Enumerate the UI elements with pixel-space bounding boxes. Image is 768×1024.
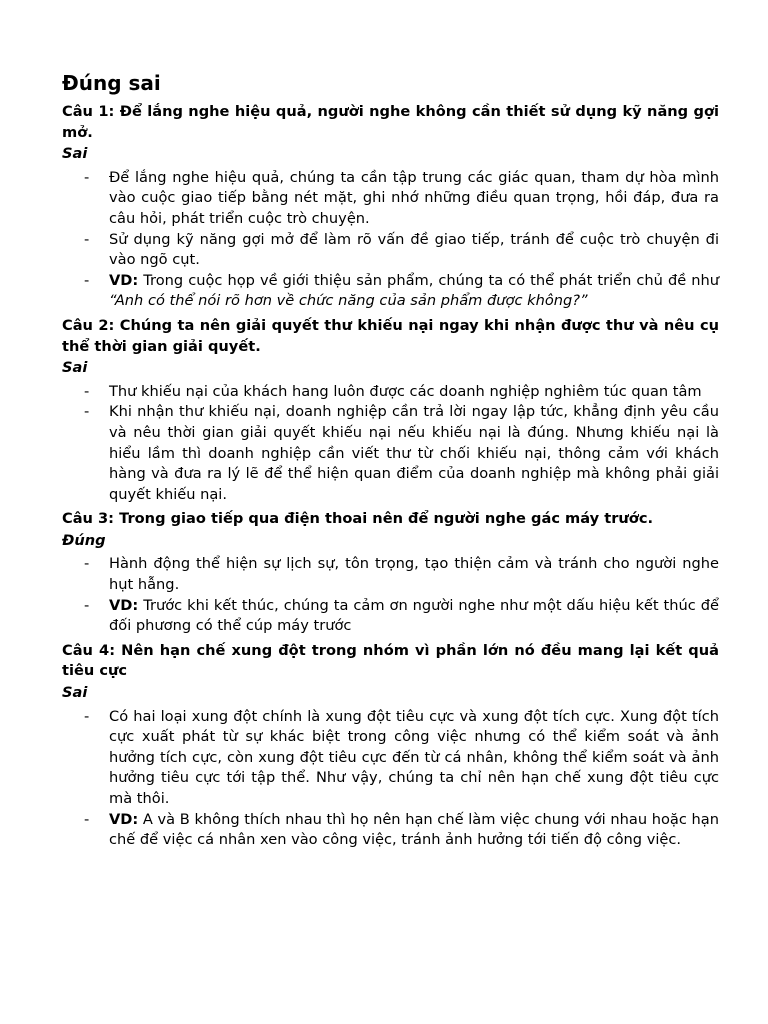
point-text: Hành động thể hiện sự lịch sự, tôn trọng, tạo thiện cảm và tránh cho người nghe hụt hẫng. bbox=[109, 555, 719, 594]
question-text: Câu 2: Chúng ta nên giải quyết thư khiếu nại ngay khi nhận được thư và nêu cụ thể thời gian giải quyết. bbox=[62, 316, 719, 355]
question-text: Câu 1: Để lắng nghe hiệu quả, người nghe không cần thiết sử dụng kỹ năng gợi mở. bbox=[62, 103, 719, 141]
question-block bbox=[62, 102, 719, 312]
explanation-list bbox=[62, 707, 719, 851]
dash-bullet: - bbox=[84, 707, 90, 725]
list-item bbox=[62, 230, 719, 271]
question-text: Câu 4: Nên hạn chế xung đột trong nhóm vì phần lớn nó đều mang lại kết quả tiêu cực bbox=[62, 641, 719, 680]
answer-label: Sai bbox=[62, 684, 88, 702]
answer-label: Sai bbox=[62, 145, 88, 163]
list-item bbox=[62, 402, 719, 505]
answer-label: Đúng bbox=[62, 531, 106, 549]
answer-label: Sai bbox=[62, 359, 88, 377]
dash-bullet: - bbox=[84, 168, 90, 186]
list-item bbox=[62, 707, 719, 810]
explanation-list bbox=[62, 554, 719, 636]
explanation-list bbox=[62, 168, 719, 312]
point-text: Thư khiếu nại của khách hang luôn được các doanh nghiệp nghiêm túc quan tâm bbox=[109, 382, 702, 400]
example-label: VD: bbox=[109, 596, 139, 614]
example-quote: “Anh có thể nói rõ hơn về chức năng của sản phẩm được không?” bbox=[109, 292, 588, 310]
point-text: Trong cuộc họp về giới thiệu sản phẩm, chúng ta có thể phát triển chủ đề như bbox=[138, 271, 719, 289]
list-item bbox=[62, 810, 719, 851]
list-item bbox=[62, 271, 719, 312]
example-label: VD: bbox=[109, 810, 139, 828]
question-block bbox=[62, 641, 719, 851]
dash-bullet: - bbox=[84, 271, 90, 289]
list-item bbox=[62, 554, 719, 595]
dash-bullet: - bbox=[84, 555, 90, 573]
point-text: Để lắng nghe hiệu quả, chúng ta cần tập trung các giác quan, tham dự hòa mình vào cuộc giao tiếp bằng nét mặt, ghi nhớ những điều quan trọng, hồi đáp, đưa ra câu hỏi, phát triển cuộc trò chuyện. bbox=[109, 168, 719, 227]
question-block bbox=[62, 316, 719, 505]
list-item bbox=[62, 168, 719, 230]
point-text: Sử dụng kỹ năng gợi mở để làm rõ vấn đề giao tiếp, tránh để cuộc trò chuyện đi vào ngõ cụt. bbox=[109, 230, 719, 269]
dash-bullet: - bbox=[84, 230, 90, 248]
point-text: Có hai loại xung đột chính là xung đột tiêu cực và xung đột tích cực. Xung đột tích cực xuất phát từ sự khác biệt trong công việc nhưng có thể kiểm soát và ảnh hưởng tích cực, còn xung đột tiêu cực đến từ cá nhân, không thể kiểm soát và ảnh hưởng tiêu cực tới tập thể. Như vậy, chúng ta chỉ nên hạn chế xung đột tiêu cực mà thôi. bbox=[109, 707, 719, 807]
document-title: Đúng sai bbox=[62, 71, 161, 95]
dash-bullet: - bbox=[84, 382, 90, 400]
question-text: Câu 3: Trong giao tiếp qua điện thoai nên để người nghe gác máy trước. bbox=[62, 510, 654, 528]
example-label: VD: bbox=[109, 271, 139, 289]
explanation-list bbox=[62, 382, 719, 506]
point-text: Khi nhận thư khiếu nại, doanh nghiệp cần trả lời ngay lập tức, khẳng định yêu cầu và nêu thời gian giải quyết khiếu nại nếu khiếu nại là đúng. Nhưng khiếu nại là hiểu lầm thì doanh nghiệp cần viết thư từ chối khiếu nại, thông cảm với khách hàng và đưa ra lý lẽ để thể hiện quan điểm của doanh nghiệp mà không phải giải quyết khiếu nại. bbox=[109, 403, 719, 503]
list-item bbox=[62, 596, 719, 637]
list-item bbox=[62, 382, 719, 403]
dash-bullet: - bbox=[84, 403, 90, 421]
question-block bbox=[62, 509, 719, 637]
point-text: Trước khi kết thúc, chúng ta cảm ơn người nghe như một dấu hiệu kết thúc để đối phương có thể cúp máy trước bbox=[109, 596, 719, 635]
dash-bullet: - bbox=[84, 596, 90, 614]
point-text: A và B không thích nhau thì họ nên hạn chế làm việc chung với nhau hoặc hạn chế để việc cá nhân xen vào công việc, tránh ảnh hưởng tới tiến độ công việc. bbox=[109, 810, 719, 849]
dash-bullet: - bbox=[84, 810, 90, 828]
